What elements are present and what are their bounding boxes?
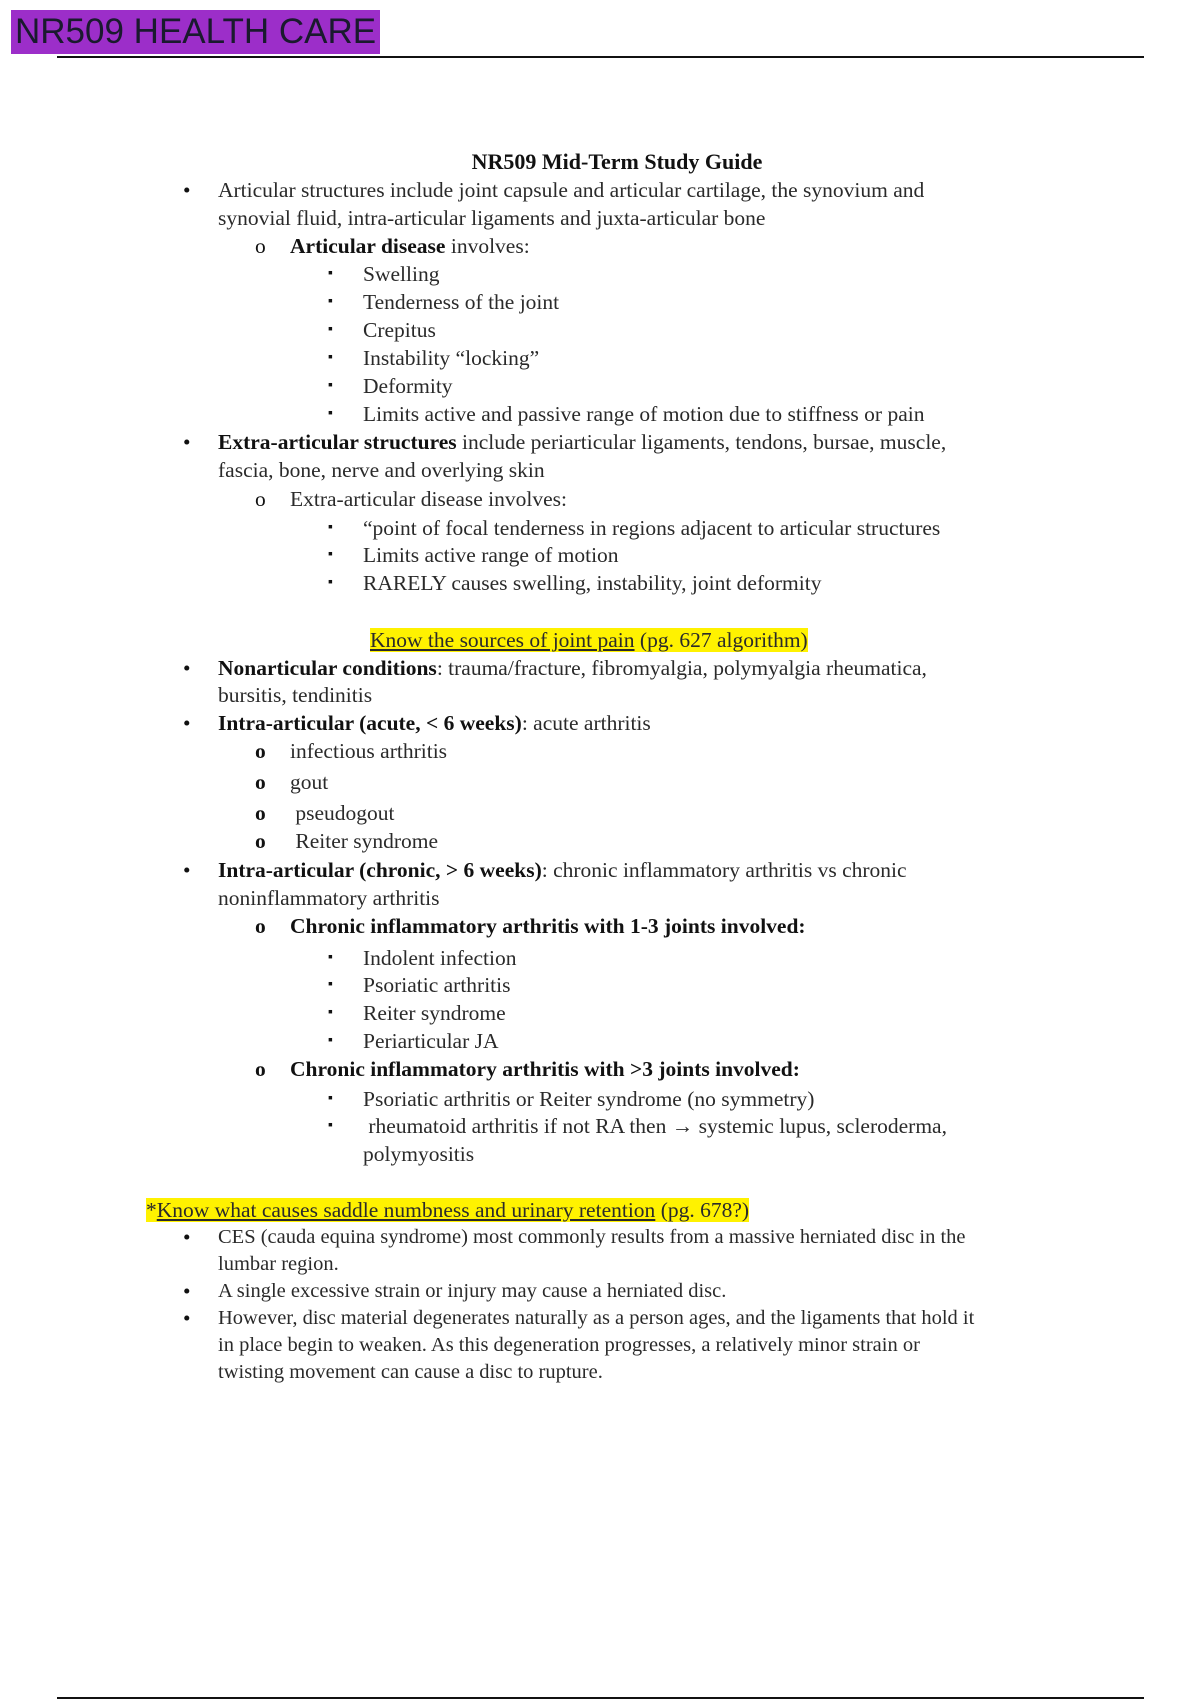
chronic-3plus-joints-heading: Chronic inflammatory arthritis with >3 joints involved:	[290, 1057, 800, 1081]
footer-rule	[57, 1697, 1144, 1699]
list-item: RARELY causes swelling, instability, joint deformity	[363, 571, 822, 595]
sub-marker: o	[255, 770, 266, 794]
list-item: rheumatoid arthritis if not RA then → systemic lupus, scleroderma,	[363, 1114, 947, 1138]
joint-pain-heading: Know the sources of joint pain (pg. 627 algorithm)	[370, 628, 808, 652]
list-item: Psoriatic arthritis	[363, 973, 511, 997]
extra-articular-intro-line-2: fascia, bone, nerve and overlying skin	[218, 458, 545, 482]
nonarticular-line-1: Nonarticular conditions: trauma/fracture, fibromyalgia, polymyalgia rheumatica,	[218, 656, 927, 680]
sub-marker: o	[255, 829, 266, 853]
saddle-bullet-1-line-1: CES (cauda equina syndrome) most commonly results from a massive herniated disc in the	[218, 1226, 966, 1248]
square-marker: ▪	[328, 322, 333, 337]
extra-articular-intro-line-1: Extra-articular structures include periarticular ligaments, tendons, bursae, muscle,	[218, 430, 947, 454]
saddle-bullet-2: A single excessive strain or injury may cause a herniated disc.	[218, 1280, 727, 1302]
bullet-marker: •	[183, 178, 191, 202]
bullet-marker: •	[183, 430, 191, 454]
sub-marker: o	[255, 801, 266, 825]
square-marker: ▪	[328, 378, 333, 393]
nonarticular-line-2: bursitis, tendinitis	[218, 683, 373, 707]
sub-marker: o	[255, 234, 266, 258]
list-item: Limits active range of motion	[363, 543, 619, 567]
bullet-marker: •	[183, 1306, 191, 1330]
articular-intro-line-2: synovial fluid, intra-articular ligaments and juxta-articular bone	[218, 206, 766, 230]
header-badge: NR509 HEALTH CARE	[11, 10, 380, 54]
bullet-marker: •	[183, 1279, 191, 1303]
square-marker: ▪	[328, 1005, 333, 1020]
articular-disease-heading: Articular disease involves:	[290, 234, 530, 258]
bullet-marker: •	[183, 656, 191, 680]
sub-marker: o	[255, 914, 266, 938]
sub-marker: o	[255, 1057, 266, 1081]
square-marker: ▪	[328, 575, 333, 590]
list-item: Psoriatic arthritis or Reiter syndrome (no symmetry)	[363, 1087, 815, 1111]
square-marker: ▪	[328, 977, 333, 992]
list-item: Reiter syndrome	[363, 1001, 506, 1025]
square-marker: ▪	[328, 520, 333, 535]
saddle-bullet-3-line-2: in place begin to weaken. As this degeneration progresses, a relatively minor strain or	[218, 1334, 920, 1356]
square-marker: ▪	[328, 406, 333, 421]
list-item: Periarticular JA	[363, 1029, 499, 1053]
list-item: Tenderness of the joint	[363, 290, 560, 314]
header-rule	[57, 56, 1144, 58]
sub-marker: o	[255, 487, 266, 511]
list-item: Reiter syndrome	[290, 829, 439, 853]
saddle-numbness-heading: *Know what causes saddle numbness and urinary retention (pg. 678?)	[146, 1198, 750, 1222]
list-item: Deformity	[363, 374, 453, 398]
square-marker: ▪	[328, 266, 333, 281]
square-marker: ▪	[328, 1118, 333, 1133]
list-item: pseudogout	[290, 801, 395, 825]
bullet-marker: •	[183, 1225, 191, 1249]
saddle-bullet-3-line-1: However, disc material degenerates naturally as a person ages, and the ligaments that hold it	[218, 1307, 975, 1329]
bullet-marker: •	[183, 711, 191, 735]
articular-intro-line-1: Articular structures include joint capsule and articular cartilage, the synovium and	[218, 178, 925, 202]
list-item: Swelling	[363, 262, 440, 286]
intra-articular-chronic-line-1: Intra-articular (chronic, > 6 weeks): chronic inflammatory arthritis vs chronic	[218, 858, 907, 882]
saddle-bullet-1-line-2: lumbar region.	[218, 1253, 339, 1275]
square-marker: ▪	[328, 547, 333, 562]
page-title: NR509 Mid-Term Study Guide	[471, 149, 763, 174]
list-item: “point of focal tenderness in regions adjacent to articular structures	[363, 516, 941, 540]
square-marker: ▪	[328, 1033, 333, 1048]
square-marker: ▪	[328, 950, 333, 965]
square-marker: ▪	[328, 350, 333, 365]
intra-articular-acute: Intra-articular (acute, < 6 weeks): acute arthritis	[218, 711, 651, 735]
list-item: Limits active and passive range of motion due to stiffness or pain	[363, 402, 925, 426]
square-marker: ▪	[328, 294, 333, 309]
list-item: Crepitus	[363, 318, 436, 342]
extra-articular-disease-heading: Extra-articular disease involves:	[290, 487, 568, 511]
sub-marker: o	[255, 739, 266, 763]
bullet-marker: •	[183, 858, 191, 882]
square-marker: ▪	[328, 1091, 333, 1106]
list-item-continuation: polymyositis	[363, 1142, 475, 1166]
list-item: infectious arthritis	[290, 739, 448, 763]
list-item: Indolent infection	[363, 946, 517, 970]
list-item: Instability “locking”	[363, 346, 540, 370]
intra-articular-chronic-line-2: noninflammatory arthritis	[218, 886, 440, 910]
chronic-1-3-joints-heading: Chronic inflammatory arthritis with 1-3 joints involved:	[290, 914, 806, 938]
list-item: gout	[290, 770, 329, 794]
saddle-bullet-3-line-3: twisting movement can cause a disc to rupture.	[218, 1361, 603, 1383]
